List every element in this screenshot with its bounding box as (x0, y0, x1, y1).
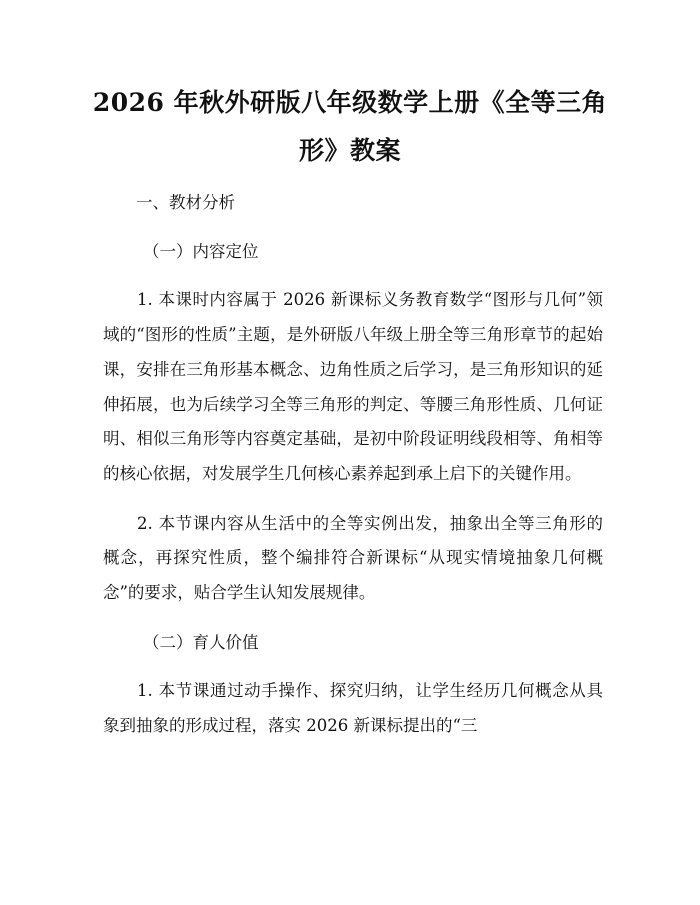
document-body (103, 186, 603, 759)
paragraph-3: 1. 本节课通过动手操作、探究归纳，让学生经历几何概念从具象到抽象的形成过程，落实 2026 新课标提出的“三 (103, 681, 603, 736)
section-heading-textbook-analysis: 一、教材分析 (136, 193, 235, 212)
subsection-heading-educational-value: （二）育人价值 (143, 632, 259, 652)
subsection-heading-content-positioning: （一）内容定位 (143, 241, 259, 261)
paragraph-2: 2. 本节课内容从生活中的全等实例出发，抽象出全等三角形的概念，再探究性质，整个编排符合新课标“从现实情境抽象几何概念”的要求，贴合学生认知发展规律。 (103, 513, 603, 603)
document-title (92, 79, 608, 175)
title-line-1: 2026 年秋外研版八年级数学上册《全等三角 (92, 88, 608, 117)
paragraph-1: 1. 本课时内容属于 2026 新课标义务教育数学“图形与几何”领域的“图形的性质”主题，是外研版八年级上册全等三角形章节的起始课，安排在三角形基本概念、边角性质之后学习，是三角形知识的延伸拓展，也为后续学习全等三角形的判定、等腰三角形性质、几何证明、相似三角形等内容奠定基础，是初中阶段证明线段相等、角相等的核心依据，对发展学生几何核心素养起到承上启下的关键作用。 (103, 290, 603, 483)
title-line-2: 形》教案 (298, 136, 401, 165)
